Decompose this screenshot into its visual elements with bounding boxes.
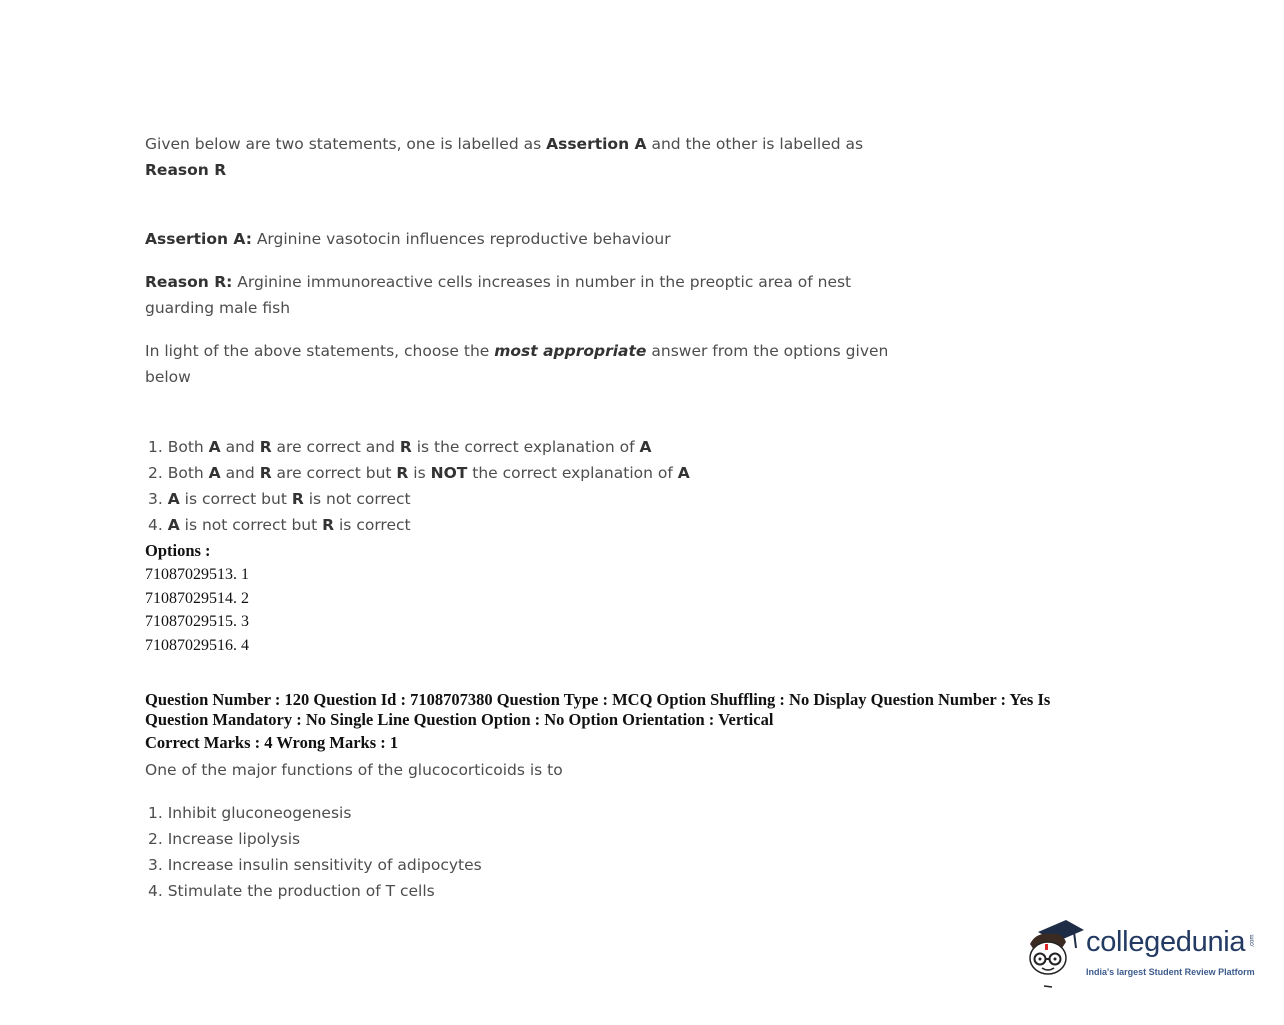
q2-option: 4. Stimulate the production of T cells xyxy=(148,882,435,900)
assertion-statement: Assertion A: Arginine vasotocin influences reproductive behaviour xyxy=(145,230,671,248)
reason-statement: Reason R: Arginine immunoreactive cells increases in number in the preoptic area of nest xyxy=(145,273,852,291)
instruction: In light of the above statements, choose the most appropriate answer from the options given xyxy=(145,342,889,360)
assertion-a-label: Assertion A xyxy=(546,135,647,153)
collegedunia-logo xyxy=(1026,918,1256,990)
q2-question: One of the major functions of the glucocorticoids is to xyxy=(145,761,563,779)
intro-line-1: Given below are two statements, one is labelled as Assertion A and the other is labelled as xyxy=(145,135,864,153)
option-id: 71087029513. 1 xyxy=(145,566,249,583)
q2-option: 2. Increase lipolysis xyxy=(148,830,301,848)
instruction-emphasis: most appropriate xyxy=(494,342,647,360)
intro-line-2 xyxy=(145,157,226,183)
option-id: 71087029516. 4 xyxy=(145,637,249,654)
q2-option: 3. Increase insulin sensitivity of adipocytes xyxy=(148,856,482,874)
q1-option: 1. Both A and R are correct and R is the correct explanation of A xyxy=(148,438,652,456)
q2-marks: Correct Marks : 4 Wrong Marks : 1 xyxy=(145,733,399,752)
q1-option: 2. Both A and R are correct but R is NOT the correct explanation of A xyxy=(148,464,690,482)
q1-option: 4. A is not correct but R is correct xyxy=(148,516,411,534)
reason-statement-cont: guarding male fish xyxy=(145,299,291,317)
q1-option-list xyxy=(148,434,690,538)
logo-com: .com xyxy=(1249,934,1256,948)
option-id: 71087029514. 2 xyxy=(145,590,249,607)
logo-wordmark: collegedunia xyxy=(1086,926,1246,958)
option-id: 71087029515. 3 xyxy=(145,613,249,630)
logo-tagline: India's largest Student Review Platform xyxy=(1086,967,1255,977)
q2-option-list xyxy=(148,800,482,904)
q2-option: 1. Inhibit gluconeogenesis xyxy=(148,804,352,822)
q2-meta-line-1: Question Number : 120 Question Id : 7108707380 Question Type : MCQ Option Shuffling : No Display Question Number : Yes Is xyxy=(145,690,1051,709)
q1-option: 3. A is correct but R is not correct xyxy=(148,490,411,508)
q2-meta-line-2: Question Mandatory : No Single Line Question Option : No Option Orientation : Vertical xyxy=(145,710,774,729)
instruction-cont: below xyxy=(145,368,191,386)
reason-r-label: Reason R xyxy=(145,161,227,179)
options-label: Options : xyxy=(145,541,211,560)
mascot-icon xyxy=(1026,918,1086,990)
